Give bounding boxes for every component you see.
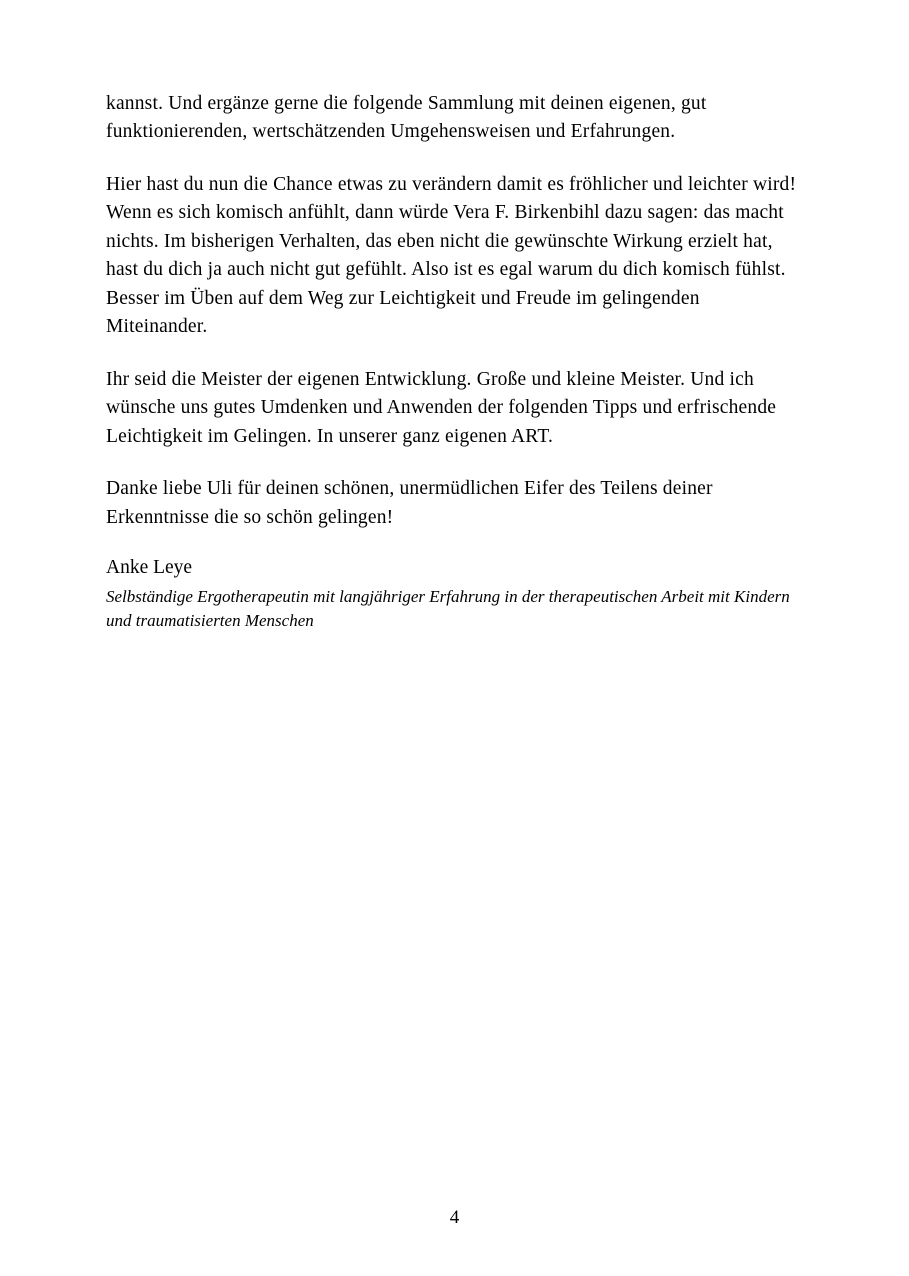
paragraph-1: kannst. Und ergänze gerne die folgende Sammlung mit deinen eigenen, gut funktionierenden, wertschätzenden Umgehensweisen und Erfahrungen. [106,93,707,143]
paragraph-3: Ihr seid die Meister der eigenen Entwicklung. Große und kleine Meister. Und ich wünsche uns gutes Umdenken und Anwenden der folgenden Tipps und erfrischende Leichtigkeit im Gelingen. In unserer ganz eigenen ART. [106,368,777,447]
author-credential: Selbständige Ergotherapeutin mit langjähriger Erfahrung in der therapeutischen Arbeit mit Kindern und traumatisierten Menschen [106,586,790,630]
page-body [106,90,806,633]
paragraph-2: Hier hast du nun die Chance etwas zu verändern damit es fröhlicher und leichter wird! Wenn es sich komisch anfühlt, dann würde Vera F. Birkenbihl dazu sagen: das macht nichts. Im bisherigen Verhalten, das eben nicht die gewünschte Wirkung erzielt hat, hast du dich ja auch nicht gut gefühlt. Also ist es egal warum du dich komisch fühlst. Besser im Üben auf dem Weg zur Leichtigkeit und Freude im gelingenden Miteinander. [106,173,797,338]
paragraph-4: Danke liebe Uli für deinen schönen, unermüdlichen Eifer des Teilens deiner Erkenntnisse die so schön gelingen! [106,478,713,528]
page-number: 4 [449,1207,460,1228]
author-name: Anke Leye [106,557,193,579]
